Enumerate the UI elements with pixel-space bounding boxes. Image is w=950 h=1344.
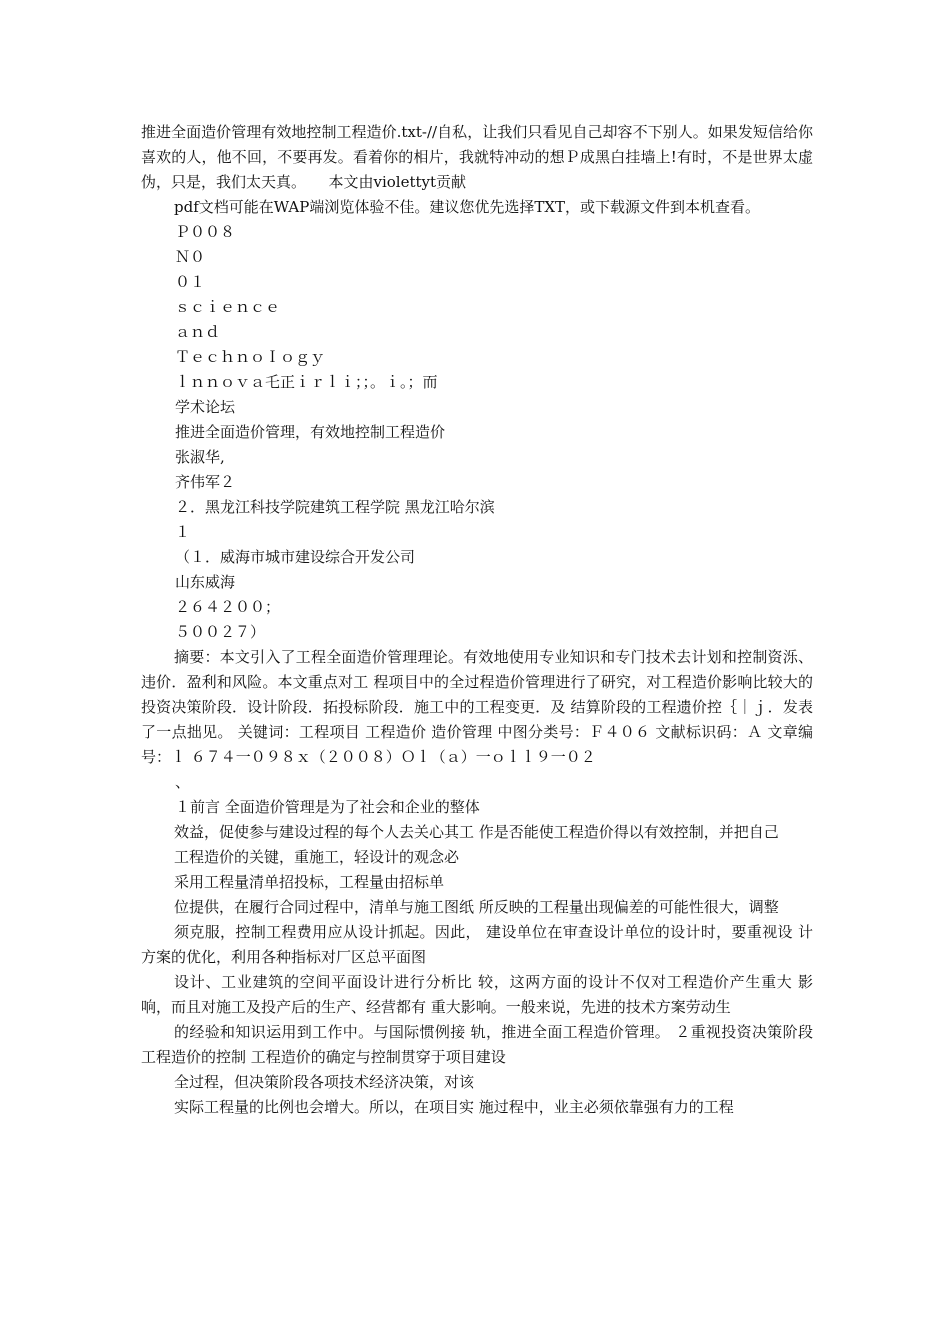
body-paragraph: 全过程，但决策阶段各项技术经济决策，对该 [174, 1073, 475, 1091]
affiliation-line: 山东威海 [175, 573, 236, 591]
document-page [141, 120, 813, 1120]
journal-word-innovation: ｌｎｎｏｖａ乇正ｉｒｌｉ；；。ｉ。；而 [175, 373, 438, 391]
separator-mark: 、 [175, 773, 191, 791]
body-paragraph: １前言 全面造价管理是为了社会和企业的整体 [175, 798, 480, 816]
affiliation-line: ２．黑龙江科技学院建筑工程学院 黑龙江哈尔滨 [175, 498, 495, 516]
body-paragraph: 工程造价的关键，重施工，轻设计的观念必 [174, 848, 460, 866]
body-paragraph: 效益，促使参与建设过程的每个人去关心其工 作是否能使工程造价得以有效控制，并把自己 [174, 823, 779, 841]
journal-number: Ｎ０ [175, 248, 206, 266]
body-paragraph: 实际工程量的比例也会增大。所以，在项目实 施过程中，业主必须依靠强有力的工程 [174, 1098, 734, 1116]
body-paragraph: 位提供，在履行合同过程中，清单与施工图纸 所反映的工程量出现偏差的可能性很大，调整 [174, 898, 779, 916]
section-label: 学术论坛 [175, 398, 236, 416]
journal-issue: ０１ [175, 273, 206, 291]
affiliation-line: ２６４２００； [175, 598, 281, 616]
journal-code: Ｐ００８ [175, 223, 236, 241]
affiliation-line: １ [175, 523, 191, 541]
abstract-paragraph: 摘要：本文引入了工程全面造价管理理论。有效地使用专业知识和专门技术去计划和控制资泺、违价．盈利和风险。本文重点对工 程项目中的全过程造价管理进行了研究，对工程造价影响比较大的投资决策阶段．设计阶段．拓投标阶段．施工中的工程变更．及 结算阶段的工程遗价控｛｜ｊ．发表了一点拙见。 关键词：工程项目 工程造价 造价管理 中图分类号：Ｆ４０６ 文献标识码：Ａ 文章编号：ｌ ６７４一０９８ｘ（２００８）Ｏｌ（ａ）一ｏｌｌ９一０２ [141, 648, 813, 766]
body-paragraph: 的经验和知识运用到工作中。与国际惯例接 轨，推进全面工程造价管理。 ２重视投资决策阶段工程造价的控制 工程造价的确定与控制贯穿于项目建设 [141, 1023, 813, 1066]
affiliation-line: ５００２７） [175, 623, 266, 641]
intro-paragraph: 推进全面造价管理有效地控制工程造价.txt-//自私，让我们只看见自己却容不下别人。如果发短信给你喜欢的人，他不回，不要再发。看着你的相片，我就特冲动的想Ｐ成黑白挂墙上!有时，不是世界太虚伪，只是，我们太天真。 本文由violettyt贡献 [141, 123, 813, 191]
body-paragraph: 设计、工业建筑的空间平面设计进行分析比 较，这两方面的设计不仅对工程造价产生重大 影响，而且对施工及投产后的生产、经营都有 重大影响。一般来说，先进的技术方案劳动生 [141, 973, 813, 1016]
article-title: 推进全面造价管理，有效地控制工程造价 [175, 423, 446, 441]
author-1: 张淑华, [175, 448, 225, 466]
journal-word-science: ｓｃｉｅｎｃｅ [175, 298, 281, 316]
author-2: 齐伟军２ [175, 473, 236, 491]
body-paragraph: 采用工程量清单招投标，工程量由招标单 [174, 873, 445, 891]
journal-word-and: ａｎｄ [175, 323, 221, 341]
pdf-notice: pdf文档可能在WAP端浏览体验不佳。建议您优先选择TXT，或下载源文件到本机查看。 [174, 198, 761, 216]
body-paragraph: 须克服，控制工程费用应从设计抓起。因此， 建设单位在审查设计单位的设计时，要重视设 计方案的优化，利用各种指标对厂区总平面图 [141, 923, 813, 966]
journal-word-technology: ＴｅｃｈｎｏＩｏｇｙ [175, 348, 326, 366]
affiliation-line: （１．威海市城市建设综合开发公司 [175, 548, 416, 566]
